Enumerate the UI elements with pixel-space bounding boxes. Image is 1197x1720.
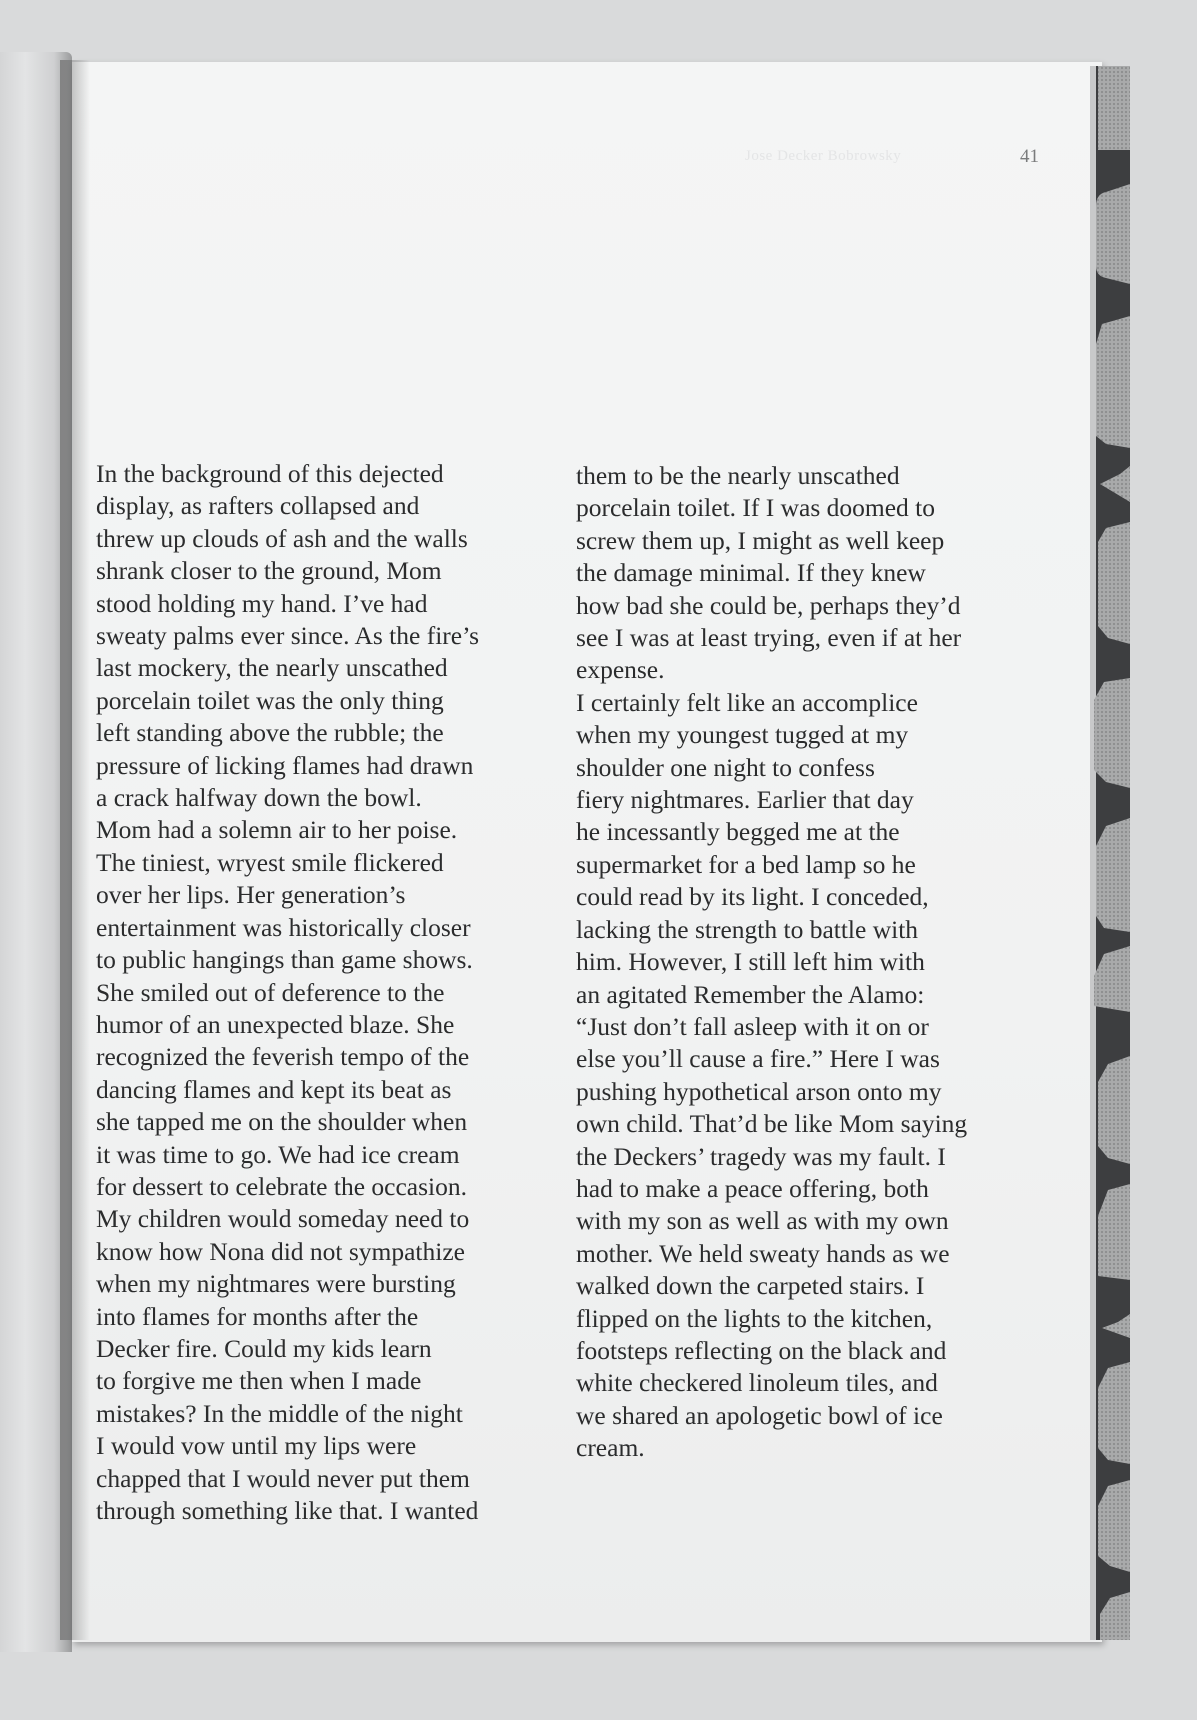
text-line: pushing hypothetical arson onto my: [576, 1076, 942, 1106]
text-line: expense.: [576, 655, 665, 685]
running-head: Jose Decker Bobrowsky: [745, 148, 902, 164]
text-line: over her lips. Her generation’s: [96, 880, 406, 910]
right-text-column: [576, 460, 1036, 1465]
text-line: own child. That’d be like Mom saying: [576, 1109, 968, 1139]
text-line: fiery nightmares. Earlier that day: [576, 785, 914, 815]
text-line: him. However, I still left him with: [576, 947, 925, 977]
text-line: when my youngest tugged at my: [576, 720, 909, 750]
text-line: them to be the nearly unscathed: [576, 461, 900, 490]
text-line: sweaty palms ever since. As the fire’s: [96, 621, 480, 651]
text-line: walked down the carpeted stairs. I: [576, 1271, 925, 1301]
text-line: it was time to go. We had ice cream: [96, 1139, 460, 1169]
text-line: porcelain toilet. If I was doomed to: [576, 493, 936, 523]
text-line: screw them up, I might as well keep: [576, 525, 945, 555]
text-line: last mockery, the nearly unscathed: [96, 653, 448, 683]
text-line: the Deckers’ tragedy was my fault. I: [576, 1141, 946, 1171]
text-line: to forgive me then when I made: [96, 1366, 422, 1396]
text-line: the damage minimal. If they knew: [576, 558, 926, 588]
text-line: She smiled out of deference to the: [96, 977, 445, 1007]
gutter-shadow: [60, 60, 90, 1640]
text-line: Decker fire. Could my kids learn: [96, 1333, 432, 1363]
text-line: know how Nona did not sympathize: [96, 1236, 465, 1266]
text-line: humor of an unexpected blaze. She: [96, 1009, 455, 1039]
text-line: see I was at least trying, even if at her: [576, 623, 962, 653]
text-line: mother. We held sweaty hands as we: [576, 1238, 950, 1268]
text-line: through something like that. I wanted: [96, 1496, 479, 1525]
text-line: Mom had a solemn air to her poise.: [96, 815, 458, 845]
text-line: when my nightmares were bursting: [96, 1269, 456, 1299]
text-line: In the background of this dejected: [96, 459, 444, 488]
text-line: display, as rafters collapsed and: [96, 491, 420, 521]
text-line: he incessantly begged me at the: [576, 817, 900, 847]
text-line: we shared an apologetic bowl of ice: [576, 1400, 943, 1430]
text-line: cream.: [576, 1433, 645, 1463]
text-line: supermarket for a bed lamp so he: [576, 849, 916, 879]
text-line: recognized the feverish tempo of the: [96, 1042, 470, 1072]
text-line: I would vow until my lips were: [96, 1431, 417, 1461]
text-line: dancing flames and kept its beat as: [96, 1074, 452, 1104]
left-text-column: [96, 458, 536, 1527]
text-line: threw up clouds of ash and the walls: [96, 523, 468, 553]
text-line: else you’ll cause a fire.” Here I was: [576, 1044, 940, 1074]
text-line: had to make a peace offering, both: [576, 1173, 929, 1203]
text-line: stood holding my hand. I’ve had: [96, 588, 428, 618]
text-line: she tapped me on the shoulder when: [96, 1107, 468, 1137]
text-line: The tiniest, wryest smile flickered: [96, 847, 444, 877]
text-line: entertainment was historically closer: [96, 912, 471, 942]
text-line: shrank closer to the ground, Mom: [96, 556, 442, 586]
text-line: an agitated Remember the Alamo:: [576, 979, 925, 1009]
text-line: white checkered linoleum tiles, and: [576, 1368, 938, 1398]
text-line: how bad she could be, perhaps they’d: [576, 590, 961, 620]
text-line: left standing above the rubble; the: [96, 718, 444, 748]
text-line: into flames for months after the: [96, 1301, 419, 1331]
text-line: a crack halfway down the bowl.: [96, 783, 422, 813]
text-line: “Just don’t fall asleep with it on or: [576, 1011, 929, 1041]
text-line: chapped that I would never put them: [96, 1463, 470, 1493]
text-line: to public hangings than game shows.: [96, 945, 473, 975]
text-line: flipped on the lights to the kitchen,: [576, 1303, 933, 1333]
thumb-tab-graphic: [1080, 66, 1130, 1640]
text-line: lacking the strength to battle with: [576, 914, 919, 944]
text-line: I certainly felt like an accomplice: [576, 687, 918, 717]
text-line: pressure of licking flames had drawn: [96, 750, 474, 780]
page-number: 41: [1020, 146, 1039, 167]
text-line: could read by its light. I conceded,: [576, 882, 929, 912]
text-line: porcelain toilet was the only thing: [96, 685, 444, 715]
text-line: shoulder one night to confess: [576, 752, 875, 782]
text-line: My children would someday need to: [96, 1204, 470, 1234]
text-line: mistakes? In the middle of the night: [96, 1398, 463, 1428]
text-line: for dessert to celebrate the occasion.: [96, 1171, 467, 1201]
text-line: footsteps reflecting on the black and: [576, 1335, 947, 1365]
text-line: with my son as well as with my own: [576, 1206, 949, 1236]
